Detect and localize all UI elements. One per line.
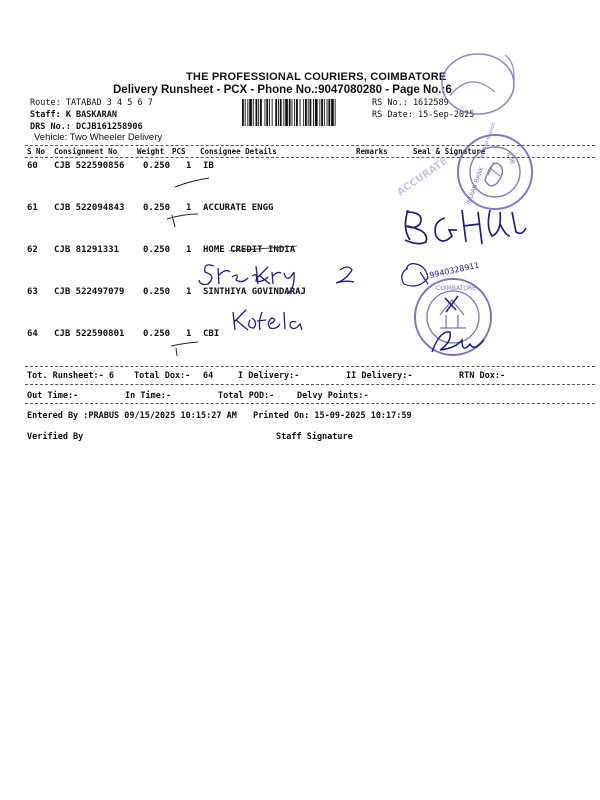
entered-by: Entered By :PRABUS 09/15/2025 10:15:27 AM (27, 411, 237, 421)
row-consignment: CJB 522590856 (54, 161, 125, 171)
ii-delivery: II Delivery:- (346, 371, 413, 381)
rs-date: RS Date: 15-Sep-2025 (372, 110, 475, 120)
company-name: THE PROFESSIONAL COURIERS, COIMBATORE (186, 71, 447, 83)
barcode-bar (245, 99, 246, 126)
vehicle: Vehicle: Two Wheeler Delivery (34, 132, 163, 143)
signature-row-61 (405, 210, 526, 244)
barcode-bar (294, 99, 295, 126)
barcode-bar (285, 99, 288, 126)
row-pcs: 1 (186, 287, 192, 297)
row-weight: 0.250 (143, 245, 171, 255)
barcode-bar (313, 99, 314, 126)
col-consignee: Consignee Details (200, 147, 277, 156)
barcode-bar (260, 99, 262, 126)
col-sno: S No (27, 147, 46, 156)
row-pcs: 1 (186, 245, 192, 255)
rs-number: RS No.: 1612589 (372, 98, 449, 108)
signature-row-64-seal (432, 296, 484, 352)
runsheet-subtitle: Delivery Runsheet - PCX - Phone No.:9047080280 - Page No.:6 (113, 84, 452, 96)
row-consignment: CJB 522590801 (54, 329, 125, 339)
col-remarks: Remarks (356, 147, 388, 156)
row-weight: 0.250 (143, 287, 171, 297)
table-header-rule (25, 157, 595, 158)
barcode-bar (253, 99, 254, 126)
in-time: In Time:- (125, 391, 172, 401)
total-dox-value: 64 (203, 371, 214, 381)
phone-handwriting (402, 264, 428, 286)
barcode-bar (242, 99, 244, 126)
barcode-bar (247, 99, 248, 126)
barcode-bar (328, 99, 330, 126)
barcode-bar (300, 99, 301, 126)
barcode (242, 99, 368, 126)
route: Route: TATABAD 3 4 5 6 7 (30, 98, 153, 108)
faded-accurate-stamp: ACCURATE (395, 155, 450, 199)
row-consignee: ACCURATE ENGG (203, 203, 274, 213)
barcode-bar (331, 99, 334, 126)
summary-rule (25, 384, 595, 385)
table-top-rule (25, 145, 595, 146)
row-weight: 0.250 (143, 203, 171, 213)
row-sno: 61 (27, 203, 38, 213)
tick-mark (171, 342, 198, 346)
row-pcs: 1 (186, 203, 192, 213)
total-pod: Total POD:- (218, 391, 275, 401)
staff-signature-label: Staff Signature (276, 432, 353, 442)
row-consignee: IB (203, 161, 214, 171)
delvy-points: Delvy Points:- (297, 391, 369, 401)
row-consignment: CJB 81291331 (54, 245, 120, 255)
barcode-bar (256, 99, 258, 126)
page-stamp (442, 54, 514, 114)
verified-by: Verified By (27, 432, 84, 442)
row-consignee: HOME CREDIT INDIA (203, 245, 296, 255)
indian-bank-seal (458, 122, 532, 209)
staff-name: Staff: K BASKARAN (30, 110, 117, 120)
barcode-bar (303, 99, 304, 126)
drs-number: DRS No.: DCJB161258906 (30, 122, 143, 132)
row-pcs: 1 (186, 161, 192, 171)
row-sno: 60 (27, 161, 38, 171)
barcode-bar (266, 99, 268, 126)
barcode-bar (278, 99, 279, 126)
i-delivery: I Delivery:- (238, 371, 300, 381)
barcode-bar (335, 99, 336, 126)
barcode-bar (272, 99, 273, 126)
barcode-bar (296, 99, 298, 126)
out-time: Out Time:- (27, 391, 79, 401)
handwritten-phone: 9940328911 (428, 260, 481, 280)
times-rule (25, 403, 595, 404)
tick-mark (176, 348, 177, 356)
barcode-bar (249, 99, 252, 126)
row-consignment: CJB 522094843 (54, 203, 125, 213)
rtn-dox: RTN Dox:- (459, 371, 506, 381)
barcode-bar (265, 99, 266, 126)
barcode-bar (283, 99, 284, 126)
row-weight: 0.250 (143, 161, 171, 171)
total-dox-label: Total Dox:- (134, 371, 191, 381)
barcode-bar (315, 99, 318, 126)
tick-mark (175, 178, 209, 187)
row-consignee: SINTHIYA GOVINDARAJ (203, 287, 306, 297)
barcode-bar (324, 99, 325, 126)
barcode-bar (258, 99, 259, 126)
seal-bank-text: INDIAN BANK (465, 165, 486, 206)
barcode-bar (327, 99, 328, 126)
barcode-bar (319, 99, 320, 126)
signature-row-63 (233, 310, 302, 330)
tick-mark (172, 215, 175, 227)
barcode-bar (275, 99, 277, 126)
col-consignment: Consignment No (54, 147, 118, 156)
barcode-bar (305, 99, 307, 126)
barcode-bar (321, 99, 323, 126)
tot-runsheet: Tot. Runsheet:- 6 (27, 371, 114, 381)
col-weight: Weight (137, 147, 165, 156)
col-signature: Seal & Signature (413, 147, 486, 156)
row-sno: 64 (27, 329, 38, 339)
table-bottom-rule (25, 366, 595, 367)
barcode-bar (269, 99, 270, 126)
seal-branch-text: Tatabad Branch (478, 122, 498, 161)
row-pcs: 1 (186, 329, 192, 339)
row-weight: 0.250 (143, 329, 171, 339)
seal-ifsc-text: IDIB (505, 151, 516, 166)
col-pcs: PCS (172, 147, 186, 156)
printed-on: Printed On: 15-09-2025 10:17:59 (253, 411, 412, 421)
barcode-bar (308, 99, 309, 126)
row-sno: 63 (27, 287, 38, 297)
row-sno: 62 (27, 245, 38, 255)
tick-mark (167, 214, 198, 219)
barcode-bar (280, 99, 282, 126)
barcode-bar (310, 99, 312, 126)
seal-city-text: COIMBATORE (436, 285, 476, 292)
row-consignment: CJB 522497079 (54, 287, 125, 297)
barcode-bar (292, 99, 293, 126)
row-consignee: CBI (203, 329, 220, 339)
barcode-bar (289, 99, 291, 126)
coimbatore-seal (415, 279, 491, 355)
